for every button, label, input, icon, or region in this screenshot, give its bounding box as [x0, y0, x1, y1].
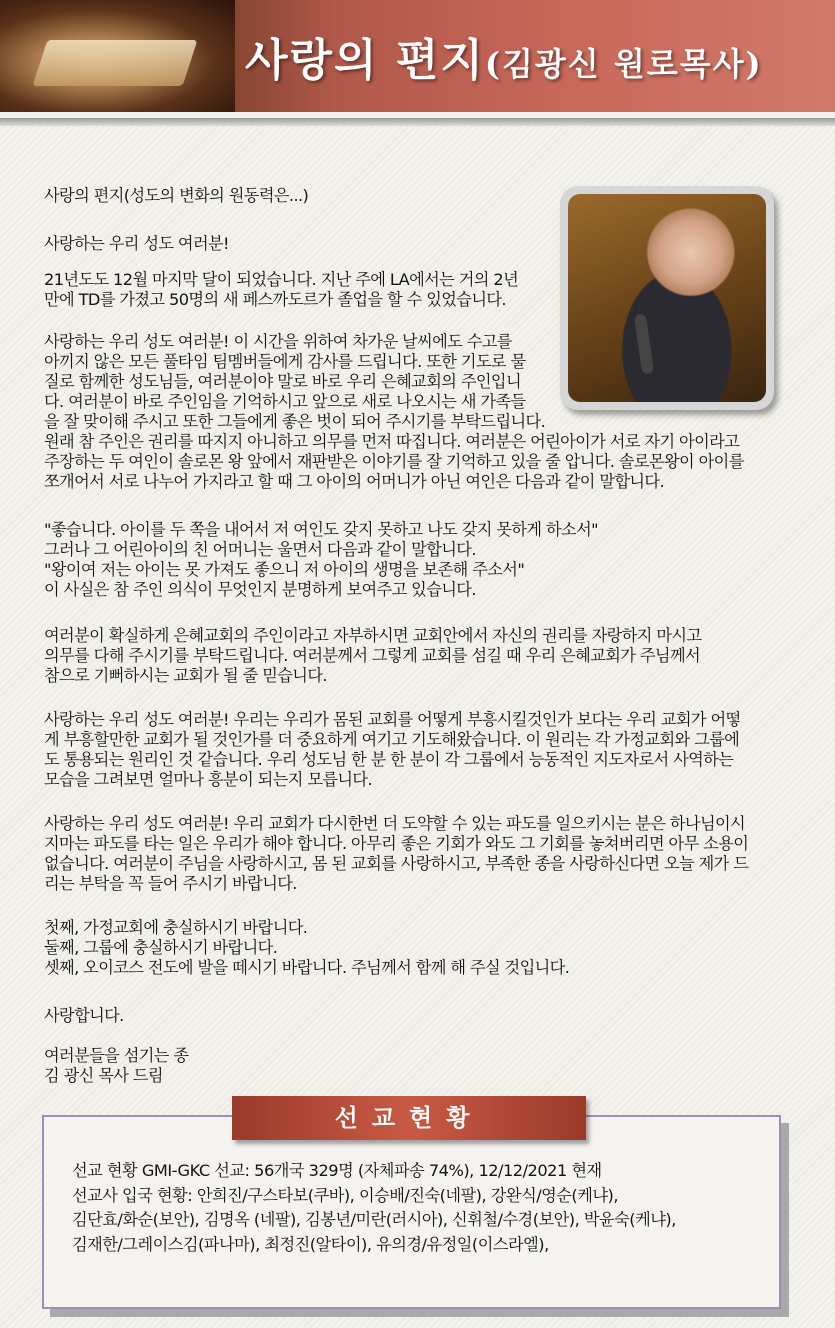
text-line: 주장하는 두 여인이 솔로몬 왕 앞에서 재판받은 이야기를 잘 기억하고 있을 줄 압니다. 솔로몬왕이 아이를 — [44, 452, 744, 471]
text-line: 둘째, 그룹에 충실하시기 바랍니다. — [44, 938, 278, 957]
text-line: 의무를 다해 주시기를 부탁드립니다. 여러분께서 그렇게 교회를 섬길 때 우리 은혜교회가 주님께서 — [44, 646, 701, 665]
text-line: 선교 현황 GMI-GKC 선교: 56개국 329명 (자체파송 74%), 12/12/2021 현재 — [72, 1161, 602, 1180]
text-line: 을 잘 맞이해 주시고 또한 그들에게 좋은 벗이 되어 주시기를 부탁드립니다. — [44, 412, 546, 431]
header-divider — [0, 118, 835, 126]
text-line: 김 광신 목사 드림 — [44, 1066, 163, 1085]
letter-paragraph-5 — [44, 710, 784, 790]
text-line: 참으로 기뻐하시는 교회가 될 줄 믿습니다. — [44, 666, 327, 685]
letter-paragraph-6 — [44, 814, 784, 894]
text-line: 원래 참 주인은 권리를 따지지 아니하고 의무를 먼저 따집니다. 여러분은 어린아이가 서로 자기 아이라고 — [44, 432, 740, 451]
letter-paragraph-2 — [44, 332, 784, 492]
page-title — [245, 24, 763, 88]
text-line: 21년도도 12월 마지막 달이 되었습니다. 지난 주에 LA에서는 거의 2년 — [44, 270, 519, 289]
text-line: 쪼개어서 서로 나누어 가지라고 할 때 그 아이의 어머니가 아닌 여인은 다음과 같이 말합니다. — [44, 472, 665, 491]
text-line: 김재한/그레이스김(파나마), 최정진(알타이), 유의경/유정일(이스라엘), — [72, 1234, 549, 1254]
letter-paragraph-1 — [44, 270, 554, 310]
text-line: "좋습니다. 아이를 두 쪽을 내어서 저 여인도 갖지 못하고 나도 갖지 못하게 하소서" — [44, 520, 598, 539]
mission-status-text — [72, 1159, 762, 1257]
text-line: 없습니다. 여러분이 주님을 사랑하시고, 몸 된 교회를 사랑하시고, 부족한 종을 사랑하신다면 오늘 제가 드 — [44, 854, 749, 873]
letter-signature — [44, 1046, 784, 1086]
text-line: 첫째, 가정교회에 충실하시기 바랍니다. — [44, 918, 308, 937]
text-line: 여러분이 확실하게 은혜교회의 주인이라고 자부하시면 교회안에서 자신의 권리를 자랑하지 마시고 — [44, 626, 702, 645]
open-bible-image — [0, 0, 235, 112]
text-line: 도 통용되는 원리인 것 같습니다. 우리 성도님 한 분 한 분이 각 그룹에서 능동적인 지도자로서 사역하는 — [44, 750, 734, 769]
text-line: 질로 함께한 성도님들, 여러분이야 말로 바로 우리 은혜교회의 주인입니 — [44, 372, 521, 391]
text-line: 다. 여러분이 바로 주인임을 기억하시고 앞으로 새로 나오시는 새 가족들 — [44, 392, 526, 411]
text-line: 만에 TD를 가졌고 50명의 새 페스까도르가 졸업을 할 수 있었습니다. — [44, 290, 506, 309]
text-line: 그러나 그 어린아이의 친 어머니는 울면서 다음과 같이 말합니다. — [44, 540, 476, 559]
text-line: 이 사실은 참 주인 의식이 무엇인지 분명하게 보여주고 있습니다. — [44, 580, 476, 599]
text-line: 리는 부탁을 꼭 들어 주시기 바랍니다. — [44, 874, 297, 893]
text-line: 선교사 입국 현황: 안희진/구스타보(쿠바), 이승배/진숙(네팔), 강완식/영순(케냐), — [72, 1185, 618, 1205]
letter-paragraph-3 — [44, 520, 784, 600]
text-line: 모습을 그려보면 얼마나 흥분이 되는지 모릅니다. — [44, 770, 373, 789]
letter-heading: 사랑의 편지(성도의 변화의 원동력은...) — [44, 186, 309, 205]
header-banner — [0, 0, 835, 112]
text-line: 아끼지 않은 모든 풀타임 팀멤버들에게 감사를 드립니다. 또한 기도로 물 — [44, 352, 526, 371]
title-main: 사랑의 편지 — [245, 35, 485, 86]
title-author: (김광신 원로목사) — [484, 45, 763, 83]
letter-greeting: 사랑하는 우리 성도 여러분! — [44, 234, 229, 253]
letter-paragraph-7 — [44, 918, 784, 978]
text-line: 지마는 파도를 타는 일은 우리가 해야 합니다. 아무리 좋은 기회가 와도 그 기회를 놓쳐버리면 아무 소용이 — [44, 834, 749, 853]
mission-status-label: 선교현황 — [232, 1096, 586, 1140]
text-line: 사랑하는 우리 성도 여러분! 이 시간을 위하여 차가운 날씨에도 수고를 — [44, 332, 512, 351]
letter-closing: 사랑합니다. — [44, 1006, 124, 1025]
text-line: "왕이여 저는 아이는 못 가져도 좋으니 저 아이의 생명을 보존해 주소서" — [44, 560, 525, 579]
text-line: 사랑하는 우리 성도 여러분! 우리 교회가 다시한번 더 도약할 수 있는 파도를 일으키시는 분은 하나님이시 — [44, 814, 746, 833]
text-line: 여러분들을 섬기는 종 — [44, 1046, 189, 1065]
text-line: 셋째, 오이코스 전도에 발을 떼시기 바랍니다. 주님께서 함께 해 주실 것입니다. — [44, 958, 570, 977]
text-line: 김단효/화순(보안), 김명옥 (네팔), 김봉년/미란(러시아), 신휘철/수경(보안), 박윤숙(케냐), — [72, 1210, 676, 1229]
text-line: 사랑하는 우리 성도 여러분! 우리는 우리가 몸된 교회를 어떻게 부흥시킬것인가 보다는 우리 교회가 어떻 — [44, 710, 741, 729]
letter-paragraph-4 — [44, 626, 784, 686]
text-line: 게 부흥할만한 교회가 될 것인가를 더 중요하게 여기고 기도해왔습니다. 이 원리는 각 가정교회와 그룹에 — [44, 730, 740, 749]
